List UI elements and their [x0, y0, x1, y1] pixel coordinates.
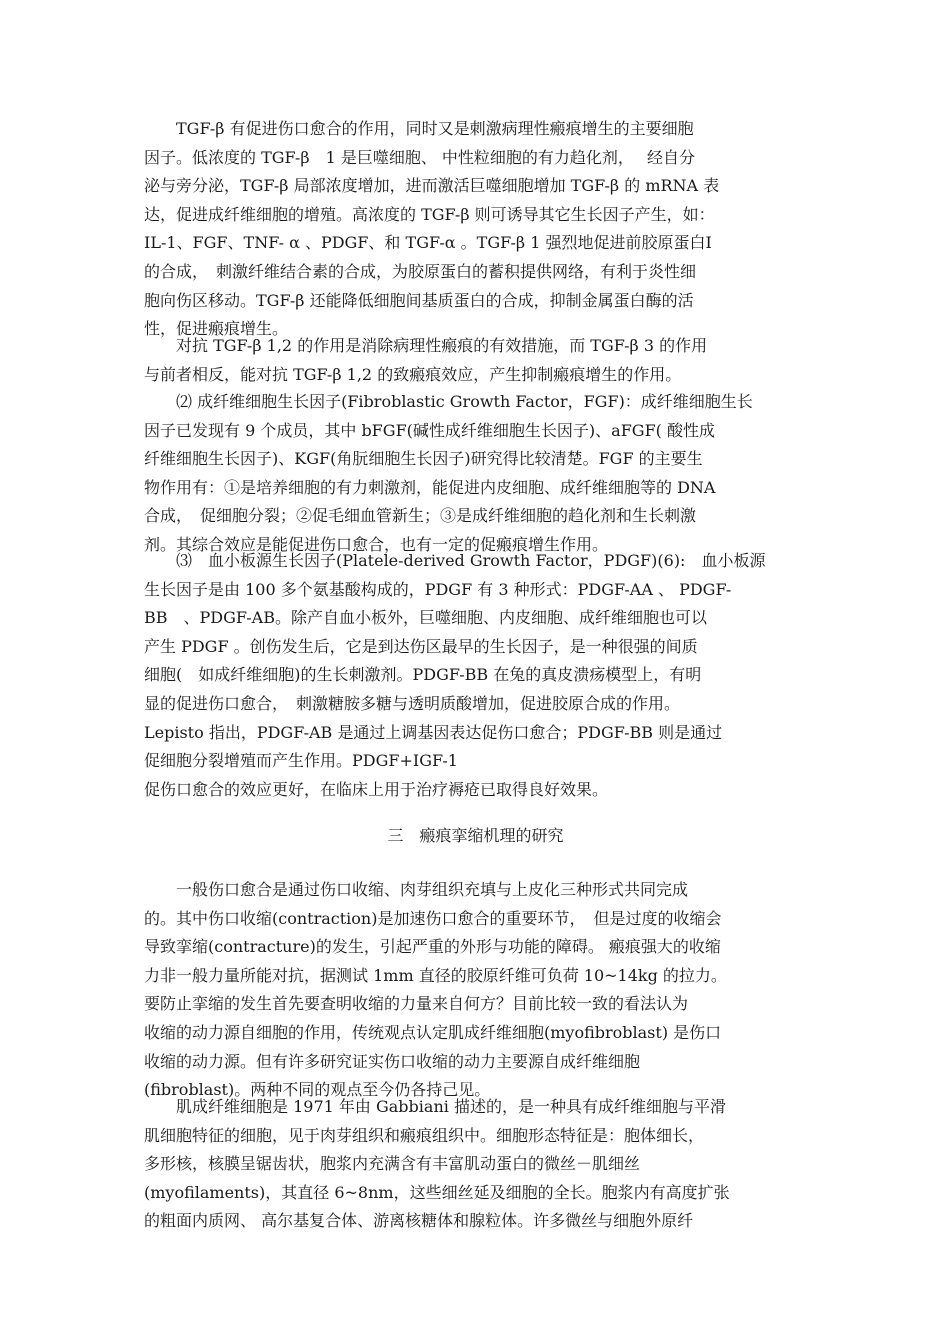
paragraph-tgf-beta-role	[144, 115, 807, 344]
text-line: 要防止挛缩的发生首先要查明收缩的力量来自何方？目前比较一致的看法认为	[144, 994, 689, 1014]
text-line: 促伤口愈合的效应更好，在临床上用于治疗褥疮已取得良好效果。	[144, 779, 609, 799]
text-line: 的。其中伤口收缩(contraction)是加速伤口愈合的重要环节， 但是过度的收缩会	[144, 908, 722, 928]
text-line: 胞向伤区移动。TGF-β 还能降低细胞间基质蛋白的合成，抑制金属蛋白酶的活	[144, 290, 694, 310]
text-line: 导致挛缩(contracture)的发生，引起严重的外形与功能的障碍。 瘢痕强大的收缩	[144, 937, 721, 957]
text-line: ⑶ 血小板源生长因子(Platele-derived Growth Factor，PDGF)(6): 血小板源	[144, 551, 766, 570]
text-line: 达，促进成纤维细胞的增殖。高浓度的 TGF-β 则可诱导其它生长因子产生，如：	[144, 204, 715, 224]
text-line: 生长因子是由 100 多个氨基酸构成的，PDGF 有 3 种形式：PDGF-AA 、 PDGF-	[144, 579, 732, 599]
text-line: 性，促进瘢痕增生。	[144, 319, 289, 339]
text-line: 显的促进伤口愈合， 刺激糖胺多糖与透明质酸增加，促进胶原合成的作用。	[144, 693, 681, 713]
text-line: Lepisto 指出，PDGF-AB 是通过上调基因表达促伤口愈合；PDGF-BB 则是通过	[144, 722, 723, 742]
text-line: 一般伤口愈合是通过伤口收缩、肉芽组织充填与上皮化三种形式共同完成	[144, 880, 689, 899]
section-heading: 三 瘢痕挛缩机理的研究	[387, 826, 564, 845]
text-line: 力非一般力量所能对抗，据测试 1mm 直径的胶原纤维可负荷 10~14kg 的拉力。	[144, 965, 727, 985]
text-line: 与前者相反，能对抗 TGF-β 1,2 的致瘢痕效应，产生抑制瘢痕增生的作用。	[144, 364, 682, 384]
text-line: 物作用有：①是培养细胞的有力刺激剂，能促进内皮细胞、成纤维细胞等的 DNA	[144, 477, 716, 497]
text-line: (fibroblast)。两种不同的观点至今仍各持己见。	[144, 1080, 491, 1100]
text-line: 产生 PDGF 。创伤发生后，它是到达伤区最早的生长因子，是一种很强的间质	[144, 636, 698, 656]
text-line: 纤维细胞生长因子)、KGF(角朊细胞生长因子)研究得比较清楚。FGF 的主要生	[144, 449, 703, 469]
text-line: ⑵ 成纤维细胞生长因子(Fibroblastic Growth Factor，FGF)：成纤维细胞生长	[144, 392, 753, 411]
text-line: 收缩的动力源自细胞的作用，传统观点认定肌成纤维细胞(myofibroblast) 是伤口	[144, 1022, 722, 1042]
text-line: 泌与旁分泌，TGF-β 局部浓度增加，进而激活巨噬细胞增加 TGF-β 的 mRNA 表	[144, 176, 720, 196]
text-line: 促细胞分裂增殖而产生作用。PDGF+IGF-1	[144, 751, 458, 771]
text-line: BB 、PDGF-AB。除产自血小板外，巨噬细胞、内皮细胞、成纤维细胞也可以	[144, 608, 707, 628]
paragraph-pdgf	[144, 547, 807, 804]
text-line: 收缩的动力源。但有许多研究证实伤口收缩的动力主要源自成纤维细胞	[144, 1051, 641, 1071]
text-line: 肌细胞特征的细胞，见于肉芽组织和瘢痕组织中。细胞形态特征是：胞体细长，	[144, 1125, 705, 1145]
text-line: 因子已发现有 9 个成员，其中 bFGF(碱性成纤维细胞生长因子)、aFGF( 酸性成	[144, 420, 716, 440]
paragraph-fgf	[144, 388, 807, 560]
text-line: 对抗 TGF-β 1,2 的作用是消除病理性瘢痕的有效措施，而 TGF-β 3 的作用	[144, 336, 708, 355]
text-line: TGF-β 有促进伤口愈合的作用，同时又是刺激病理性瘢痕增生的主要细胞	[144, 119, 694, 138]
text-line: 合成， 促细胞分裂；②促毛细血管新生；③是成纤维细胞的趋化剂和生长刺激	[144, 506, 697, 526]
text-line: 因子。低浓度的 TGF-β 1 是巨噬细胞、 中性粒细胞的有力趋化剂， 经自分	[144, 147, 696, 167]
text-line: 细胞( 如成纤维细胞)的生长刺激剂。PDGF-BB 在兔的真皮溃疡模型上，有明	[144, 665, 702, 685]
paragraph-wound-contraction	[144, 876, 807, 1105]
text-line: 的合成， 刺激纤维结合素的合成，为胶原蛋白的蓄积提供网络，有利于炎性细	[144, 261, 697, 281]
text-line: (myofilaments)，其直径 6~8nm，这些细丝延及细胞的全长。胞浆内有高度扩张	[144, 1182, 730, 1202]
paragraph-tgf-beta-antagonism	[144, 332, 807, 389]
text-line: 肌成纤维细胞是 1971 年由 Gabbiani 描述的，是一种具有成纤维细胞与平滑	[144, 1097, 726, 1116]
text-line: IL-1、FGF、TNF- α 、PDGF、和 TGF-α 。TGF-β 1 强烈地促进前胶原蛋白Ⅰ	[144, 233, 712, 253]
text-line: 多形核，核膜呈锯齿状，胞浆内充满含有丰富肌动蛋白的微丝－肌细丝	[144, 1154, 641, 1174]
text-line: 的粗面内质网、 高尔基复合体、游离核糖体和腺粒体。许多微丝与细胞外原纤	[144, 1211, 694, 1231]
text-line: 剂。其综合效应是能促进伤口愈合，也有一定的促瘢痕增生作用。	[144, 534, 609, 554]
paragraph-myofibroblast	[144, 1093, 807, 1236]
